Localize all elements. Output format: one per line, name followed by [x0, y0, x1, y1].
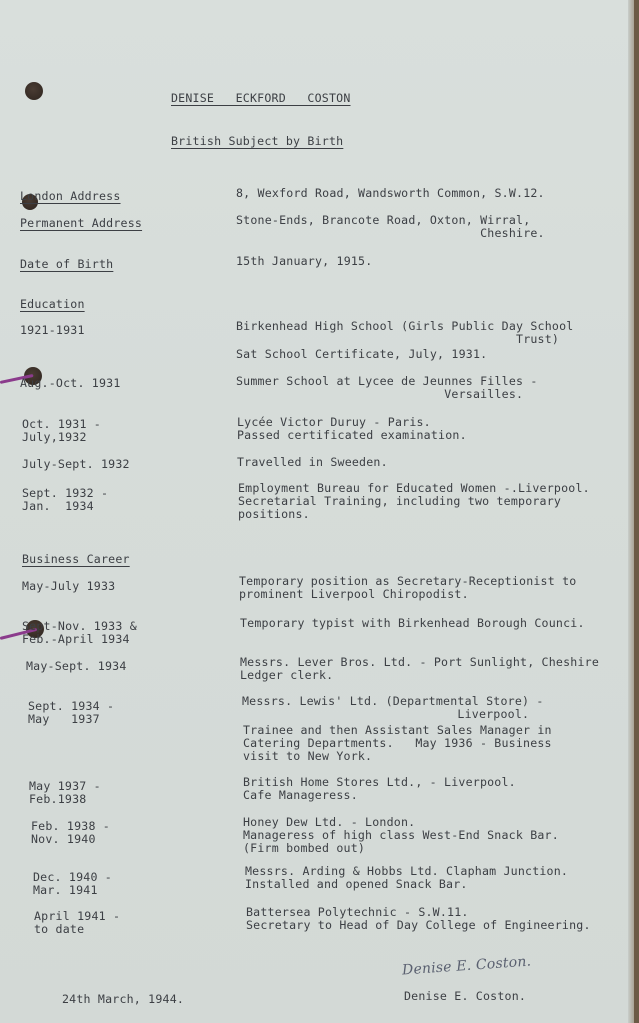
value-london-address: 8, Wexford Road, Wandsworth Common, S.W.12.: [236, 186, 545, 200]
education-heading: Education: [20, 297, 85, 311]
education-text: Summer School at Lycee de Jeunnes Filles - Versailles.: [236, 374, 538, 401]
punch-hole-top: [25, 82, 43, 100]
career-date: Dec. 1940 - Mar. 1941: [33, 870, 112, 897]
career-text: Battersea Polytechnic - S.W.11. Secretary to Head of Day College of Engineering.: [246, 905, 591, 932]
career-text: Trainee and then Assistant Sales Manager in Catering Departments. May 1936 - Business visit to New York.: [243, 723, 552, 763]
education-text: Birkenhead High School (Girls Public Day School Trust): [236, 319, 574, 346]
career-date: Sept-Nov. 1933 & Feb.-April 1934: [22, 619, 137, 646]
nationality-heading: British Subject by Birth: [171, 134, 344, 148]
education-text: Employment Bureau for Educated Women -.Liverpool. Secretarial Training, including two temporary positions.: [238, 481, 590, 521]
career-text: Temporary typist with Birkenhead Borough Counci.: [240, 616, 585, 630]
handwritten-signature: Denise E. Coston.: [401, 953, 532, 979]
value-permanent-address: Stone-Ends, Brancote Road, Oxton, Wirral, Cheshire.: [236, 213, 545, 240]
education-date: 1921-1931: [20, 323, 85, 337]
career-text: Messrs. Lever Bros. Ltd. - Port Sunlight, Cheshire Ledger clerk.: [240, 655, 600, 682]
career-text: Messrs. Lewis' Ltd. (Departmental Store) - Liverpool.: [242, 694, 544, 721]
career-text: Messrs. Arding & Hobbs Ltd. Clapham Junction. Installed and opened Snack Bar.: [245, 864, 569, 891]
career-text: Temporary position as Secretary-Receptionist to prominent Liverpool Chiropodist.: [239, 574, 577, 601]
document-date: 24th March, 1944.: [62, 992, 185, 1006]
career-date: May 1937 - Feb.1938: [29, 779, 101, 806]
career-date: April 1941 - to date: [34, 909, 121, 936]
document-name-heading: DENISE ECKFORD COSTON: [171, 91, 351, 105]
career-text: British Home Stores Ltd., - Liverpool. Cafe Manageress.: [243, 775, 516, 802]
career-date: May-July 1933: [22, 579, 116, 593]
label-london-address: London Address: [20, 189, 121, 203]
education-date: Sept. 1932 - Jan. 1934: [22, 486, 109, 513]
career-text: Honey Dew Ltd. - London. Manageress of high class West-End Snack Bar. (Firm bombed out): [243, 815, 559, 855]
career-date: May-Sept. 1934: [26, 659, 127, 673]
education-text: Sat School Certificate, July, 1931.: [236, 347, 488, 361]
label-permanent-address: Permanent Address: [20, 216, 143, 230]
education-date: Oct. 1931 - July,1932: [22, 417, 101, 444]
typed-signature-name: Denise E. Coston.: [404, 989, 527, 1003]
label-date-of-birth: Date of Birth: [20, 257, 114, 271]
education-date: July-Sept. 1932: [22, 457, 130, 471]
education-date: Aug.-Oct. 1931: [20, 376, 121, 390]
education-text: Lycée Victor Duruy - Paris. Passed certificated examination.: [237, 415, 467, 442]
value-date-of-birth: 15th January, 1915.: [236, 254, 373, 268]
career-date: Sept. 1934 - May 1937: [28, 699, 115, 726]
education-text: Travelled in Sweeden.: [237, 455, 388, 469]
career-date: Feb. 1938 - Nov. 1940: [31, 819, 110, 846]
career-heading: Business Career: [22, 552, 130, 566]
